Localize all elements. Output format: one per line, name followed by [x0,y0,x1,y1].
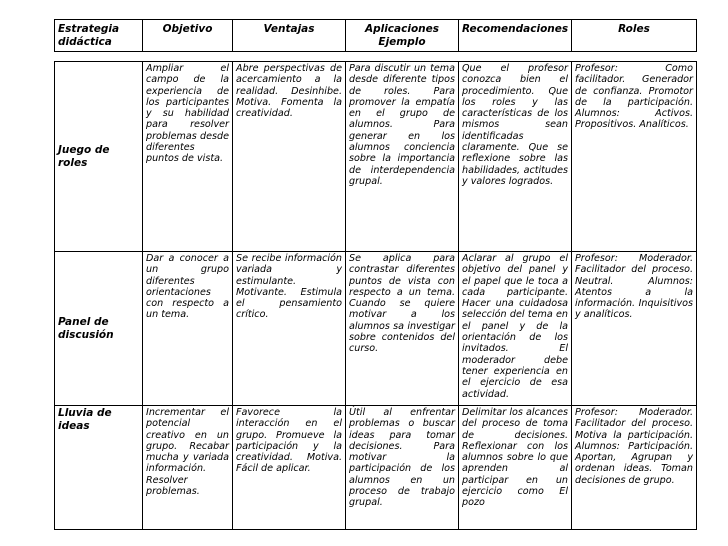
row-name: Juego de roles [55,62,143,252]
cell-recomendaciones: Delimitar los alcances del proceso de toma de decisiones. Reflexionar con los alumnos sobre lo que aprenden al participar en un ejercicio como El pozo [459,406,572,530]
cell-roles: Profesor: Moderador. Facilitador del proceso. Neutral. Alumnos: Atentos a la información. Inquisitivos y analíticos. [572,252,697,406]
header-table [54,19,697,52]
row-name: Panel de discusión [55,252,143,406]
cell-ventajas: Favorece la interacción en el grupo. Promueve la participación y la creatividad. Motiva. Fácil de aplicar. [233,406,346,530]
cell-recomendaciones: Que el profesor conozca bien el procedimiento. Que los roles y las características de los mismos sean identificadas claramente. Que se reflexione sobre las habilidades, actitudes y valores logrados. [459,62,572,252]
cell-aplicaciones: Útil al enfrentar problemas o buscar ideas para tomar decisiones. Para motivar la participación de los alumnos en un proceso de trabajo grupal. [346,406,459,530]
cell-objetivo: Incrementar el potencial creativo en un grupo. Recabar mucha y variada información. Resolver problemas. [143,406,233,530]
cell-roles: Profesor: Moderador. Facilitador del proceso. Motiva la participación. Alumnos: Participación. Aportan, Agrupan y ordenan ideas. Toman decisiones de grupo. [572,406,697,530]
header-row [55,20,697,52]
table-row [55,252,697,406]
cell-aplicaciones: Para discutir un tema desde diferente tipos de roles. Para promover la empatía en el grupo de alumnos. Para generar en los alumnos conciencia sobre la importancia de interdependencia grupal. [346,62,459,252]
header-objetivo: Objetivo [143,20,233,52]
cell-aplicaciones: Se aplica para contrastar diferentes puntos de vista con respecto a un tema. Cuando se quiere motivar a los alumnos sa investigar sobre contenidos del curso. [346,252,459,406]
table-row [55,62,697,252]
table-row [55,406,697,530]
cell-objetivo: Ampliar el campo de la experiencia de los participantes y su habilidad para resolver problemas desde diferentes puntos de vista. [143,62,233,252]
cell-objetivo: Dar a conocer a un grupo diferentes orientaciones con respecto a un tema. [143,252,233,406]
header-roles: Roles [572,20,697,52]
strategies-table [54,61,697,530]
cell-roles: Profesor: Como facilitador. Generador de confianza. Promotor de la participación. Alumnos: Activos. Propositivos. Analíticos. [572,62,697,252]
cell-ventajas: Se recibe información variada y estimulante. Motivante. Estimula el pensamiento crítico. [233,252,346,406]
header-ventajas: Ventajas [233,20,346,52]
header-aplicaciones: Aplicaciones Ejemplo [346,20,459,52]
cell-recomendaciones: Aclarar al grupo el objetivo del panel y el papel que le toca a cada participante. Hacer una cuidadosa selección del tema en el panel y de la orientación de los invitados. El moderador debe tener experiencia en el ejercicio de esa actividad. [459,252,572,406]
row-name: Lluvia de ideas [55,406,143,530]
header-estrategia: Estrategia didáctica [55,20,143,52]
cell-ventajas: Abre perspectivas de acercamiento a la realidad. Desinhibe. Motiva. Fomenta la creatividad. [233,62,346,252]
header-recomendaciones: Recomendaciones [459,20,572,52]
